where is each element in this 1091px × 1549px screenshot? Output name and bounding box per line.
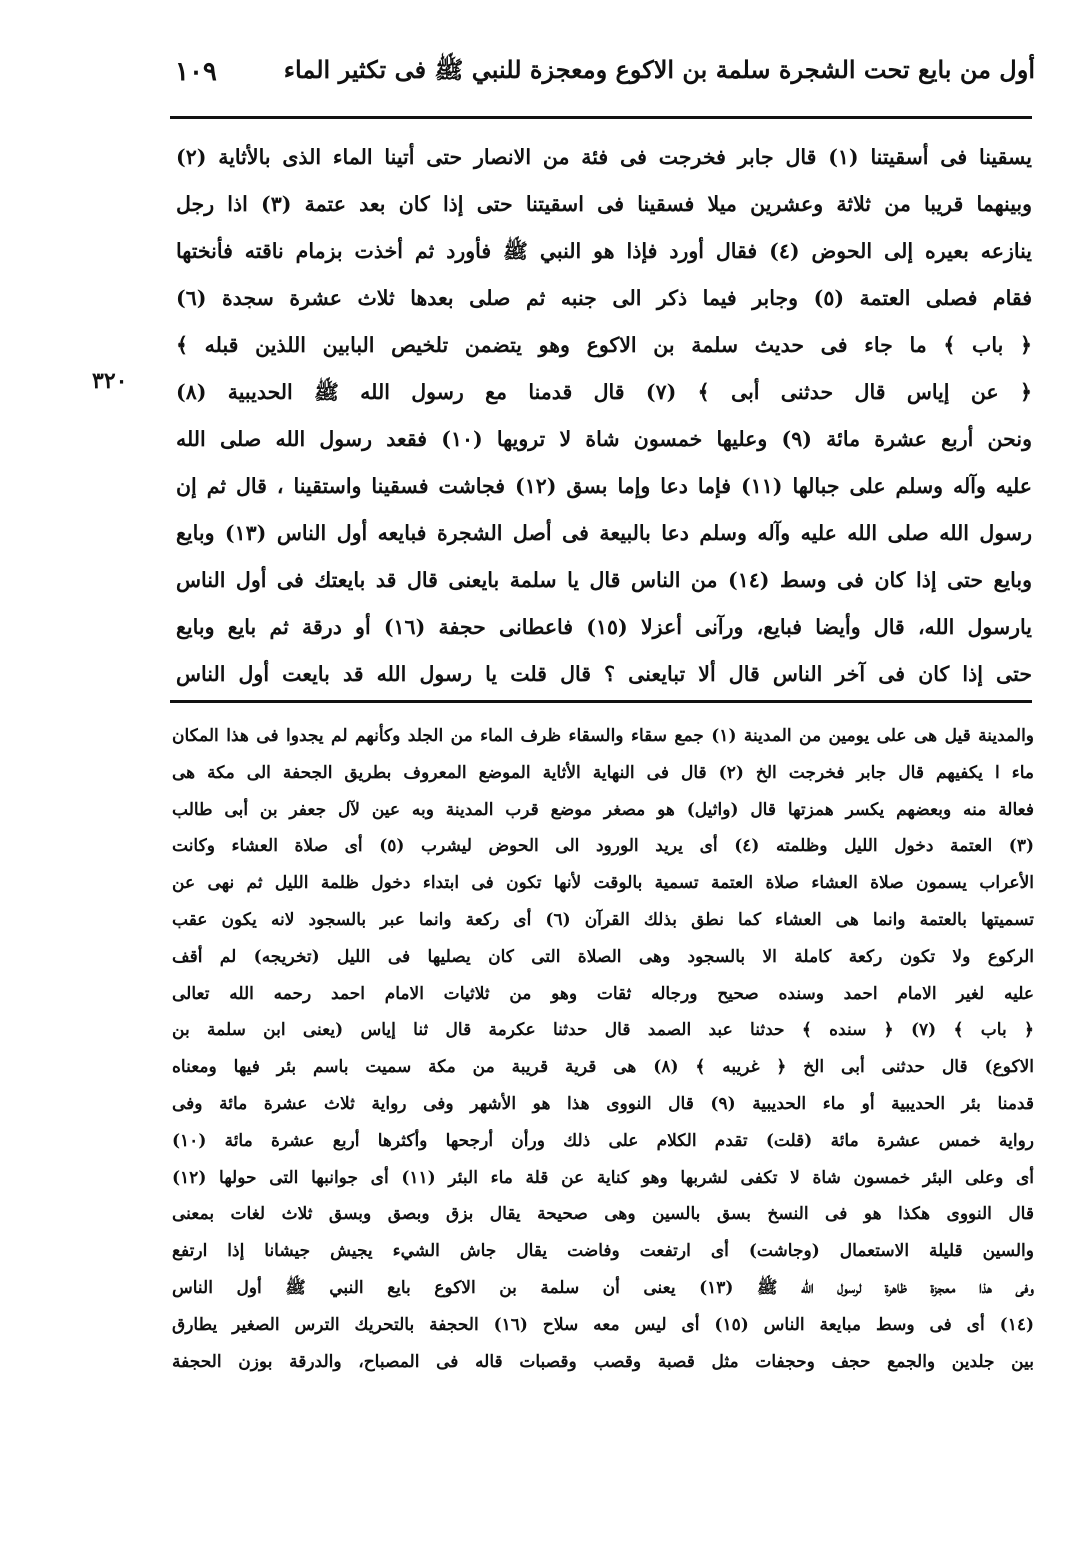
main-text-line: ﴿ عن إياس قال حدثنى أبى ﴾ (٧) قال قدمنا مع رسول الله ﷺ الحديبية (٨) <box>176 380 1032 404</box>
footnote-line: عليه لغير الامام احمد وسنده صحيح ورجاله ثقات وهو من ثلاثيات الامام احمد رحمه الله تعالى <box>172 983 1034 1004</box>
footnote-line: ماء ا يكفيهم قال جابر فخرجت الخ (٢) قال فى النهاية الأثاية الموضع المعروف بطريق الجحفة الى مكة هى <box>172 762 1034 783</box>
margin-hadith-number: ٣٢٠ <box>92 368 128 394</box>
main-text-line: ونحن أربع عشرة مائة (٩) وعليها خمسون شاة لا ترويها (١٠) فقعد رسول الله صلى الله <box>176 427 1032 451</box>
footnote-line: قال النووى هكذا هو فى النسخ بسق بالسين وهى صحيحة يقال بزق وبصق وبسق ثلاث لغات بمعنى <box>172 1204 1034 1225</box>
footnote-line: قدمنا بئر الحديبية أو ماء الحديبية (٩) قال النووى هذا هو الأشهر وفى رواية ثلاث عشرة مائة وفى <box>172 1093 1034 1114</box>
footnote-line: الأعراب يسمون صلاة العشاء صلاة العتمة تسمية بالوقت لأنها تكون فى ابتداء دخول ظلمة الليل ثم نهى عن <box>172 873 1034 894</box>
footnote-line: أى وعلى البئر خمسون شاة لا تكفى لشربها وهو كناية عن قلة ماء البئر (١١) أى جوانبها التى حولها (١٢) <box>172 1167 1034 1188</box>
footnote-line: والمدينة قيل هى على يومين من المدينة (١) جمع سقاء والسقاء ظرف الماء من الجلد وكأنهم لم يجدوا فى هذا المكان <box>172 726 1034 746</box>
main-text-block <box>176 134 1032 698</box>
footnotes-block <box>172 718 1034 1380</box>
footnote-separator <box>170 700 1032 703</box>
running-title: أول من بايع تحت الشجرة سلمة بن الاكوع ومعجزة للنبي ﷺ فى تكثير الماء <box>283 54 1035 84</box>
main-text-line: يارسول الله، قال وأيضا فبايع، ورآنى أعزلا (١٥) فاعطانى حجفة (١٦) أو درقة ثم بايع وبايع <box>176 615 1032 639</box>
page-number: ١٠٩ <box>175 57 217 87</box>
footnote-line: فعالة منه وبعضهم يكسر همزتها قال (واثيل) هو مصغر موضع قرب المدينة وبه عين لآل جعفر بن أبى طالب <box>172 799 1034 820</box>
main-text-line: رسول الله صلى الله عليه وآله وسلم دعا بالبيعة فى أصل الشجرة فبايعه أول الناس (١٣) وبايع <box>176 521 1032 545</box>
main-text-line: ﴿ باب ﴾ ما جاء فى حديث سلمة بن الاكوع وهو يتضمن تلخيص البابين اللذين قبله ﴾ <box>176 333 1032 357</box>
footnote-line: الاكوع) قال حدثنى أبى الخ ﴿ غريبه ﴾ (٨) هى قرية قريبة من مكة سميت باسم بئر فيها ومعناه <box>172 1057 1034 1078</box>
main-text-line: وبايع حتى إذا كان فى وسط (١٤) من الناس قال يا سلمة بايعنى قال قد بايعتك فى أول الناس <box>176 568 1032 592</box>
main-text-line: وبينهما قريبا من ثلاثة وعشرين ميلا فسقينا فى اسقيتنا حتى إذا كان بعد عتمة (٣) اذا رجل <box>176 192 1032 216</box>
main-text-line: حتى إذا كان فى آخر الناس قال ألا تبايعنى ؟ قال قلت يا رسول الله قد بايعت أول الناس <box>176 662 1032 686</box>
footnote-line: ﴿ باب ﴾ (٧) ﴿ سنده ﴾ حدثنا عبد الصمد قال حدثنا عكرمة قال ثنا إياس (يعنى ابن سلمة بن <box>172 1020 1034 1041</box>
main-text-line: فقام فصلى العتمة (٥) وجابر فيما ذكر الى جنبه ثم صلى بعدها ثلاث عشرة سجدة (٦) <box>176 286 1032 310</box>
footnote-line: تسميتها بالعتمة وانما هى العشاء كما نطق بذلك القرآن (٦) أى ركعة وانما عبر بالسجود لانه يكون عقب <box>172 909 1034 930</box>
footnote-line: (٣) العتمة دخول الليل وظلمته (٤) أى يريد الورود الى الحوض ليشرب (٥) أى صلاة العشاء وكانت <box>172 836 1034 857</box>
footnote-line: والسين قليلة الاستعمال (وجاشت) أى ارتفعت وفاضت يقال جاش الشيء يجيش جيشانا إذا ارتفع <box>172 1241 1034 1262</box>
header-rule <box>170 116 1032 119</box>
main-text-line: ينازعه بعيره إلى الحوض (٤) فقال أورد فإذا هو النبي ﷺ فأورد ثم أخذت بزمام ناقته فأنختها <box>176 239 1032 263</box>
footnote-line: وفى هذا معجزة ظاهرة لرسول الله ﷺ (١٣) يعنى أن سلمة بن الاكوع بايع النبي ﷺ أول الناس <box>172 1277 1034 1298</box>
page-header <box>175 42 1035 102</box>
footnote-line: رواية خمس عشرة مائة (قلت) تقدم الكلام على ذلك ورأن أرجحها وأكثرها أربع عشرة مائة (١٠) <box>172 1130 1034 1151</box>
main-text-line: يسقينا فى أسقيتنا (١) قال جابر فخرجت فى فئة من الانصار حتى أتينا الماء الذى بالأثاية (٢) <box>176 145 1032 169</box>
footnote-line: الركوع ولا تكون ركعة كاملة الا بالسجود وهى الصلاة التى كان يصليها فى الليل (تخريجه) لم أقف <box>172 946 1034 967</box>
footnote-line: (١٤) أى فى وسط مبايعة الناس (١٥) أى ليس معه سلاح (١٦) الحجفة بالتحريك الترس الصغير يطارق <box>172 1314 1034 1335</box>
main-text-line: عليه وآله وسلم على جبالها (١١) فإما دعا وإما بسق (١٢) فجاشت فسقينا واستقينا ، قال ثم إن <box>176 474 1032 498</box>
footnote-line: بين جلدين والجمع حجف وحجفات مثل قصبة وقصب وقصبات قاله فى المصباح، والدرقة بوزن الحجفة <box>172 1351 1034 1372</box>
